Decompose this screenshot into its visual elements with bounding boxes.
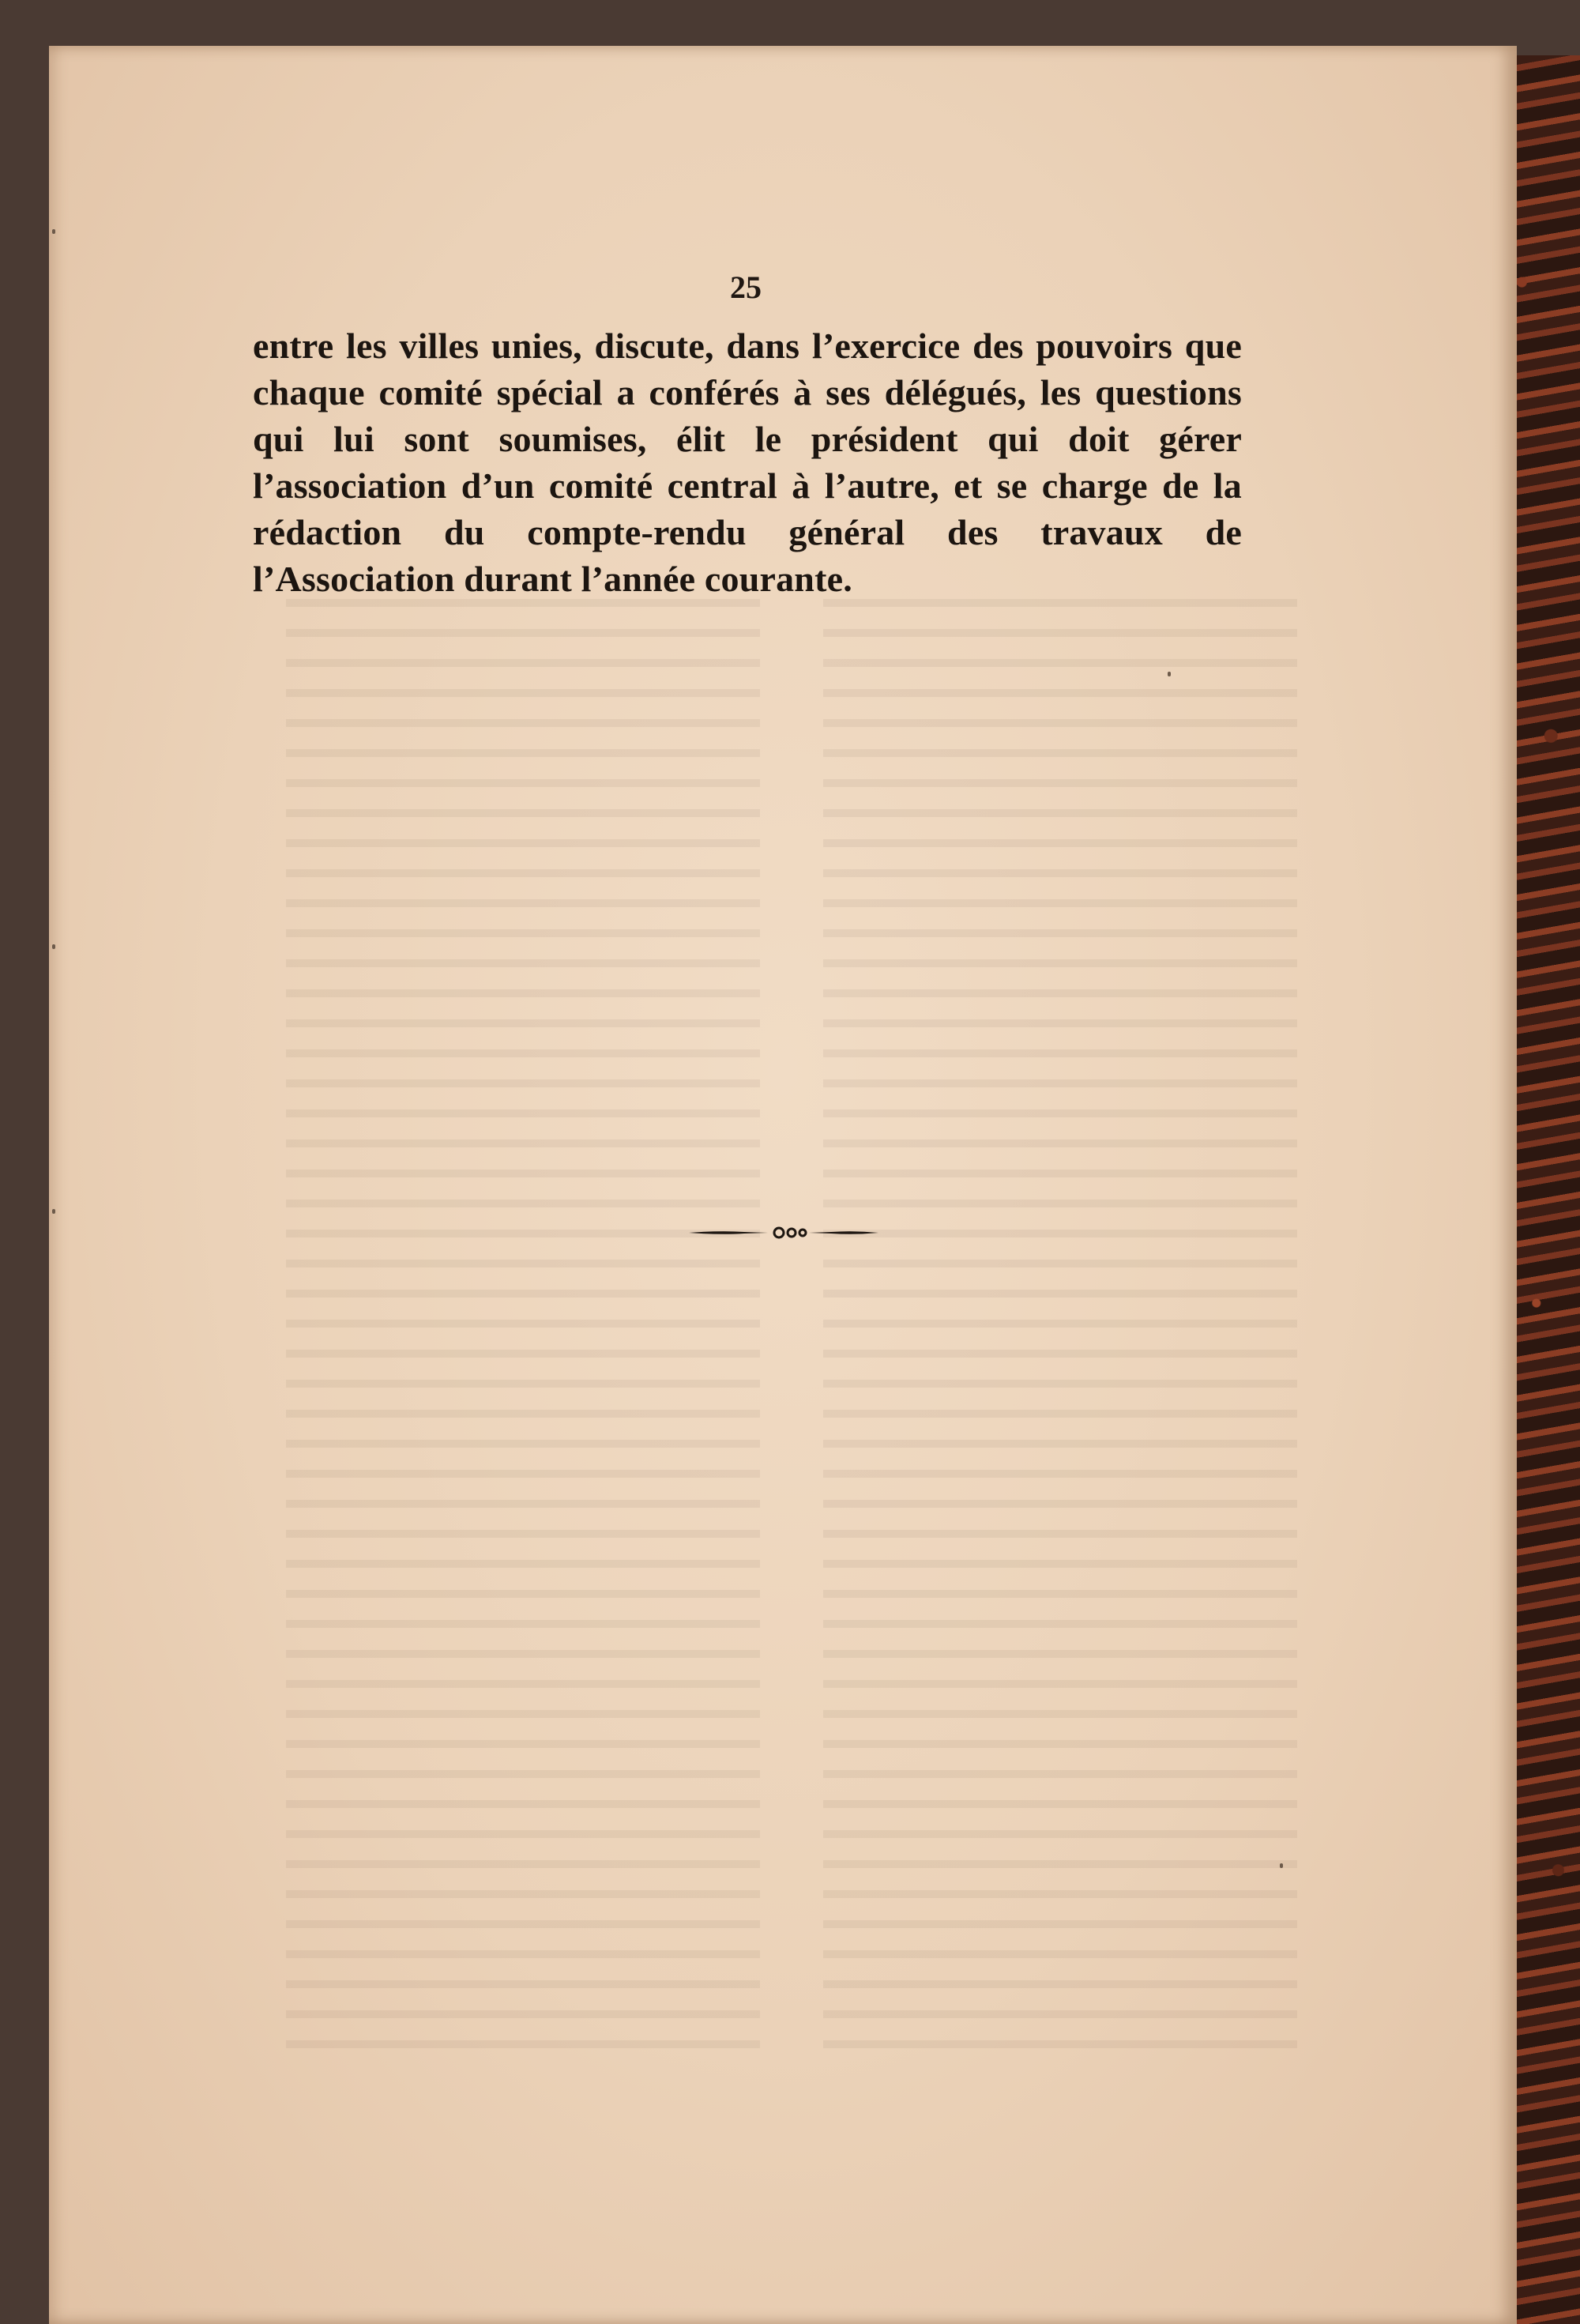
ornament-divider (689, 1223, 878, 1242)
body-paragraph: entre les villes unies, discute, dans l’exercice des pouvoirs que chaque comité spécial a conférés à ses délégués, les questions qui lui sont soumises, élit le président qui doit gérer l’association d’un comité central à l’autre, et se charge de la rédaction du compte-rendu général des travaux de l’Association durant l’année courante. (253, 326, 1242, 599)
margin-mark (52, 944, 55, 949)
page-number: 25 (730, 269, 762, 305)
margin-mark (52, 229, 55, 234)
margin-mark (1280, 1863, 1283, 1868)
margin-mark (52, 1209, 55, 1214)
margin-mark (1168, 672, 1171, 676)
show-through-text (286, 599, 1313, 2061)
book-binding-edge (1507, 55, 1580, 2324)
